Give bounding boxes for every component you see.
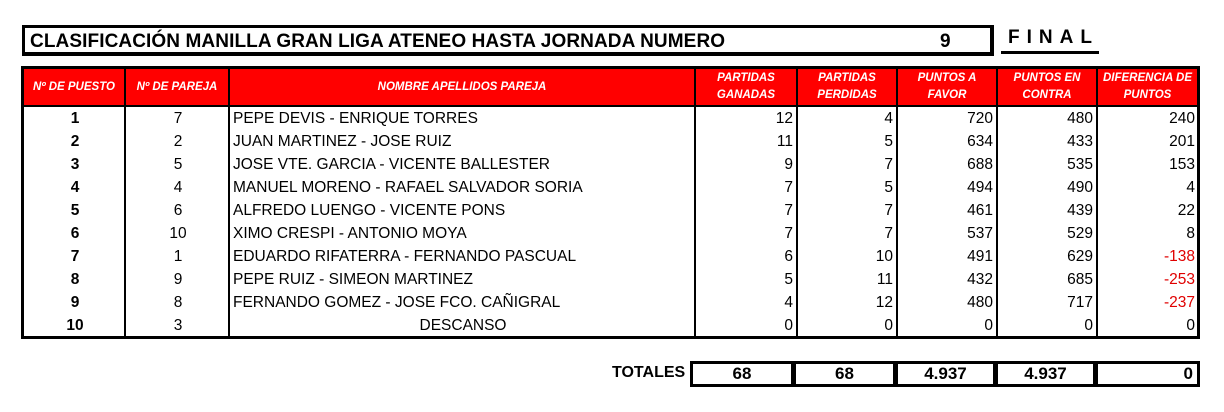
cell-puesto: 1 — [70, 110, 80, 127]
total-perdidas: 68 — [793, 361, 896, 387]
standings-table — [21, 66, 1200, 339]
cell-puesto: 7 — [70, 248, 80, 265]
cell-nombre: FERNANDO GOMEZ - JOSE FCO. CAÑIGRAL — [233, 294, 561, 311]
cell-perdidas: 12 — [875, 294, 893, 311]
column-divider — [124, 107, 126, 336]
jornada-number: 9 — [940, 31, 951, 52]
table-row — [24, 199, 1197, 222]
cell-pareja: 3 — [173, 317, 183, 334]
cell-ganadas: 12 — [775, 110, 793, 127]
cell-contra: 685 — [1067, 271, 1093, 288]
cell-ganadas: 7 — [784, 202, 793, 219]
cell-pareja: 5 — [173, 156, 183, 173]
cell-diferencia: 22 — [1177, 202, 1195, 219]
cell-contra: 490 — [1067, 179, 1093, 196]
cell-pareja: 10 — [169, 225, 187, 242]
cell-ganadas: 7 — [784, 179, 793, 196]
cell-perdidas: 4 — [884, 110, 893, 127]
cell-perdidas: 11 — [876, 271, 893, 288]
cell-diferencia: 240 — [1169, 110, 1195, 127]
cell-nombre: XIMO CRESPI - ANTONIO MOYA — [233, 225, 467, 242]
cell-puesto: 6 — [70, 225, 80, 242]
cell-contra: 535 — [1067, 156, 1093, 173]
totals-label: TOTALES — [612, 364, 686, 381]
cell-pareja: 6 — [173, 202, 183, 219]
cell-nombre: PEPE DEVIS - ENRIQUE TORRES — [233, 110, 478, 127]
cell-ganadas: 9 — [784, 156, 793, 173]
cell-pareja: 7 — [173, 110, 183, 127]
table-row — [24, 268, 1197, 291]
cell-ganadas: 0 — [784, 317, 793, 334]
table-row — [24, 176, 1197, 199]
col-header-ganadas: PARTIDAS GANADAS — [696, 69, 798, 105]
cell-perdidas: 7 — [884, 225, 893, 242]
cell-puesto: 4 — [70, 179, 80, 196]
status-final: FINAL — [1001, 27, 1099, 54]
cell-ganadas: 5 — [784, 271, 793, 288]
table-row — [24, 314, 1197, 337]
cell-puesto: 3 — [70, 156, 80, 173]
cell-favor: 720 — [967, 110, 993, 127]
cell-contra: 439 — [1067, 202, 1093, 219]
cell-nombre: MANUEL MORENO - RAFAEL SALVADOR SORIA — [233, 179, 583, 196]
total-ganadas: 68 — [690, 361, 794, 387]
col-header-pareja: Nº DE PAREJA — [126, 69, 230, 105]
cell-favor: 0 — [984, 317, 993, 334]
cell-nombre: DESCANSO — [419, 317, 507, 334]
table-row — [24, 222, 1197, 245]
cell-contra: 0 — [1084, 317, 1093, 334]
cell-puesto: 5 — [70, 202, 80, 219]
cell-diferencia: 8 — [1186, 225, 1195, 242]
column-divider — [694, 107, 696, 336]
cell-favor: 634 — [967, 133, 993, 150]
total-diferencia: 0 — [1095, 361, 1200, 387]
cell-pareja: 1 — [173, 248, 183, 265]
cell-diferencia: -253 — [1163, 271, 1195, 288]
cell-diferencia: 0 — [1186, 317, 1195, 334]
column-divider — [996, 107, 998, 336]
cell-favor: 688 — [967, 156, 993, 173]
cell-contra: 629 — [1067, 248, 1093, 265]
table-row — [24, 291, 1197, 314]
cell-perdidas: 5 — [884, 133, 893, 150]
total-contra: 4.937 — [995, 361, 1096, 387]
cell-puesto: 8 — [70, 271, 80, 288]
col-header-diferencia: DIFERENCIA DE PUNTOS — [1098, 69, 1197, 105]
cell-favor: 432 — [967, 271, 993, 288]
page-title: CLASIFICACIÓN MANILLA GRAN LIGA ATENEO HASTA JORNADA NUMERO — [30, 31, 726, 52]
cell-perdidas: 0 — [884, 317, 893, 334]
cell-diferencia: 153 — [1169, 156, 1195, 173]
cell-contra: 529 — [1067, 225, 1093, 242]
cell-diferencia: 201 — [1169, 133, 1195, 150]
cell-ganadas: 11 — [776, 133, 793, 150]
cell-nombre: EDUARDO RIFATERRA - FERNANDO PASCUAL — [233, 248, 577, 265]
cell-pareja: 8 — [173, 294, 183, 311]
cell-nombre: ALFREDO LUENGO - VICENTE PONS — [233, 202, 506, 219]
cell-contra: 480 — [1067, 110, 1093, 127]
cell-ganadas: 6 — [784, 248, 793, 265]
cell-ganadas: 4 — [784, 294, 793, 311]
table-row — [24, 153, 1197, 176]
col-header-favor: PUNTOS A FAVOR — [898, 69, 998, 105]
column-divider — [228, 107, 230, 336]
cell-pareja: 4 — [173, 179, 183, 196]
column-divider — [896, 107, 898, 336]
cell-nombre: JUAN MARTINEZ - JOSE RUIZ — [233, 133, 452, 150]
cell-perdidas: 10 — [875, 248, 893, 265]
table-row — [24, 245, 1197, 268]
cell-pareja: 2 — [173, 133, 183, 150]
cell-nombre: JOSE VTE. GARCIA - VICENTE BALLESTER — [233, 156, 550, 173]
cell-diferencia: 4 — [1186, 179, 1195, 196]
cell-pareja: 9 — [173, 271, 183, 288]
cell-diferencia: -237 — [1163, 294, 1195, 311]
column-divider — [1096, 107, 1098, 336]
column-divider — [796, 107, 798, 336]
cell-contra: 433 — [1067, 133, 1093, 150]
cell-ganadas: 7 — [784, 225, 793, 242]
cell-diferencia: -138 — [1163, 248, 1195, 265]
col-header-contra: PUNTOS EN CONTRA — [998, 69, 1098, 105]
cell-favor: 491 — [967, 248, 993, 265]
cell-favor: 494 — [967, 179, 993, 196]
total-favor: 4.937 — [895, 361, 996, 387]
col-header-nombre: NOMBRE APELLIDOS PAREJA — [230, 69, 696, 105]
cell-puesto: 10 — [66, 317, 84, 334]
col-header-puesto: Nº DE PUESTO — [24, 69, 126, 105]
cell-perdidas: 7 — [884, 202, 893, 219]
cell-favor: 537 — [967, 225, 993, 242]
table-row — [24, 130, 1197, 153]
cell-perdidas: 5 — [884, 179, 893, 196]
col-header-perdidas: PARTIDAS PERDIDAS — [798, 69, 898, 105]
cell-contra: 717 — [1067, 294, 1093, 311]
cell-favor: 461 — [967, 202, 993, 219]
cell-perdidas: 7 — [884, 156, 893, 173]
table-row — [24, 107, 1197, 130]
cell-nombre: PEPE RUIZ - SIMEON MARTINEZ — [233, 271, 473, 288]
cell-puesto: 2 — [70, 133, 80, 150]
title-box — [22, 25, 994, 56]
cell-puesto: 9 — [70, 294, 80, 311]
cell-favor: 480 — [967, 294, 993, 311]
